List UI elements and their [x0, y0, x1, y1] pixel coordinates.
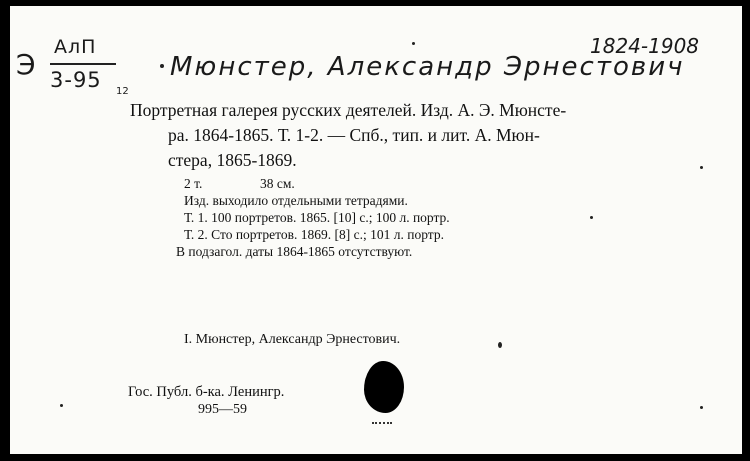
catalog-card — [10, 6, 742, 454]
volume-size: 38 см. — [260, 176, 295, 191]
title-line-3: стера, 1865-1869. — [168, 150, 297, 170]
shelfmark-prefix: Э — [16, 48, 36, 81]
volume-count: 2 т. — [184, 176, 203, 191]
shelfmark-bottom: 3-95 — [50, 68, 102, 92]
dust-speck — [160, 64, 164, 68]
note-line: Т. 1. 100 портретов. 1865. [10] с.; 100 л. портр. — [184, 210, 450, 225]
tracing-entry: I. Мюнстер, Александр Эрнестович. — [184, 332, 401, 347]
dust-speck — [498, 342, 502, 348]
stamp-smudge — [372, 406, 392, 424]
note-line: Т. 2. Сто портретов. 1869. [8] с.; 101 л. портр. — [184, 227, 444, 242]
note-line: В подзагол. даты 1864-1865 отсутствуют. — [176, 244, 413, 259]
dust-speck — [590, 216, 593, 219]
note-line: Изд. выходило отдельными тетрадями. — [184, 193, 408, 208]
library-name: Гос. Публ. б-ка. Ленингр. — [128, 384, 285, 400]
card-number: 995—59 — [198, 402, 247, 417]
title-line-2: ра. 1864-1865. Т. 1-2. — Спб., тип. и лит. А. Мюн- — [168, 125, 540, 145]
shelfmark-sub: 12 — [116, 86, 129, 97]
shelfmark-top: АлП — [54, 36, 97, 58]
title-line-1: Портретная галерея русских деятелей. Изд. А. Э. Мюнсте- — [130, 100, 567, 120]
dust-speck — [700, 406, 703, 409]
dust-speck — [700, 166, 703, 169]
author-years: 1824-1908 — [590, 34, 700, 58]
dust-speck — [60, 404, 63, 407]
shelfmark-divider — [50, 63, 116, 65]
dust-speck — [412, 42, 415, 45]
author-heading-handwritten: Мюнстер, Александр Эрнестович — [170, 52, 685, 82]
